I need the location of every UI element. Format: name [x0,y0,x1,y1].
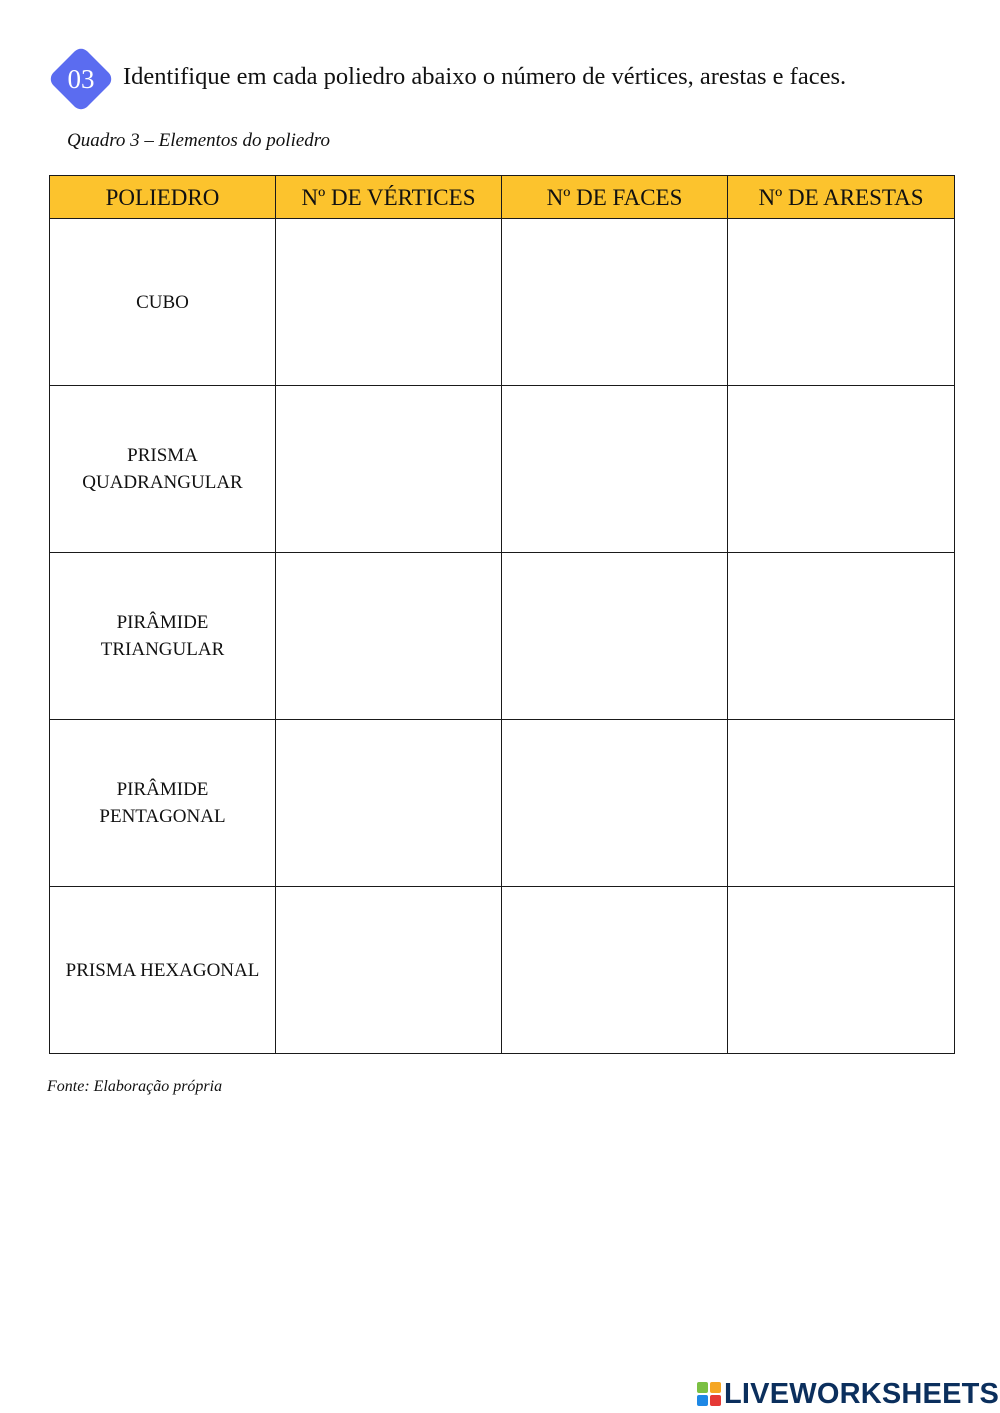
polyhedron-name [50,386,276,553]
polyhedron-name [50,887,276,1054]
header-poliedro: POLIEDRO [50,176,276,219]
logo-tile [697,1395,708,1406]
table-caption: Quadro 3 – Elementos do poliedro [67,130,330,151]
vertices-answer-cell[interactable] [276,386,502,553]
table-row [50,219,955,386]
arestas-answer-cell[interactable] [728,219,955,386]
polyhedra-table [49,175,955,1054]
vertices-answer-cell[interactable] [276,887,502,1054]
polyhedron-name [50,553,276,720]
question-number-badge [48,46,114,112]
polyhedron-name-line: TRIANGULAR [100,639,225,660]
polyhedron-name-line: PIRÂMIDE [116,612,209,633]
logo-tile [710,1382,721,1393]
table-header-row [50,176,955,219]
question-text: Identifique em cada poliedro abaixo o número de vértices, arestas e faces. [123,63,847,90]
arestas-answer-cell[interactable] [728,887,955,1054]
arestas-answer-cell[interactable] [728,720,955,887]
header-arestas: Nº DE ARESTAS [728,176,955,219]
table-row [50,887,955,1054]
faces-answer-cell[interactable] [502,553,728,720]
table-row [50,720,955,887]
polyhedron-name-line: PRISMA HEXAGONAL [65,959,260,981]
polyhedron-name-line: PRISMA [127,445,198,466]
polyhedron-name-line: PIRÂMIDE [116,779,209,800]
vertices-answer-cell[interactable] [276,219,502,386]
polyhedron-name [50,720,276,887]
faces-answer-cell[interactable] [502,720,728,887]
question-number: 03 [67,64,95,94]
vertices-answer-cell[interactable] [276,553,502,720]
table-row [50,553,955,720]
polyhedron-name-line: CUBO [136,291,189,313]
header-faces: Nº DE FACES [502,176,728,219]
table-row [50,386,955,553]
header-vertices: Nº DE VÉRTICES [276,176,502,219]
faces-answer-cell[interactable] [502,219,728,386]
polyhedron-name-line: QUADRANGULAR [82,472,243,493]
source-note: Fonte: Elaboração própria [47,1078,223,1095]
polyhedron-name [50,219,276,386]
vertices-answer-cell[interactable] [276,720,502,887]
logo-tile [697,1382,708,1393]
brand-wordmark: LIVEWORKSHEETS [724,1377,1000,1410]
liveworksheets-logo [697,1378,999,1410]
logo-icon [697,1382,721,1406]
faces-answer-cell[interactable] [502,887,728,1054]
arestas-answer-cell[interactable] [728,386,955,553]
polyhedron-name-line: PENTAGONAL [99,806,226,827]
arestas-answer-cell[interactable] [728,553,955,720]
faces-answer-cell[interactable] [502,386,728,553]
logo-tile [710,1395,721,1406]
